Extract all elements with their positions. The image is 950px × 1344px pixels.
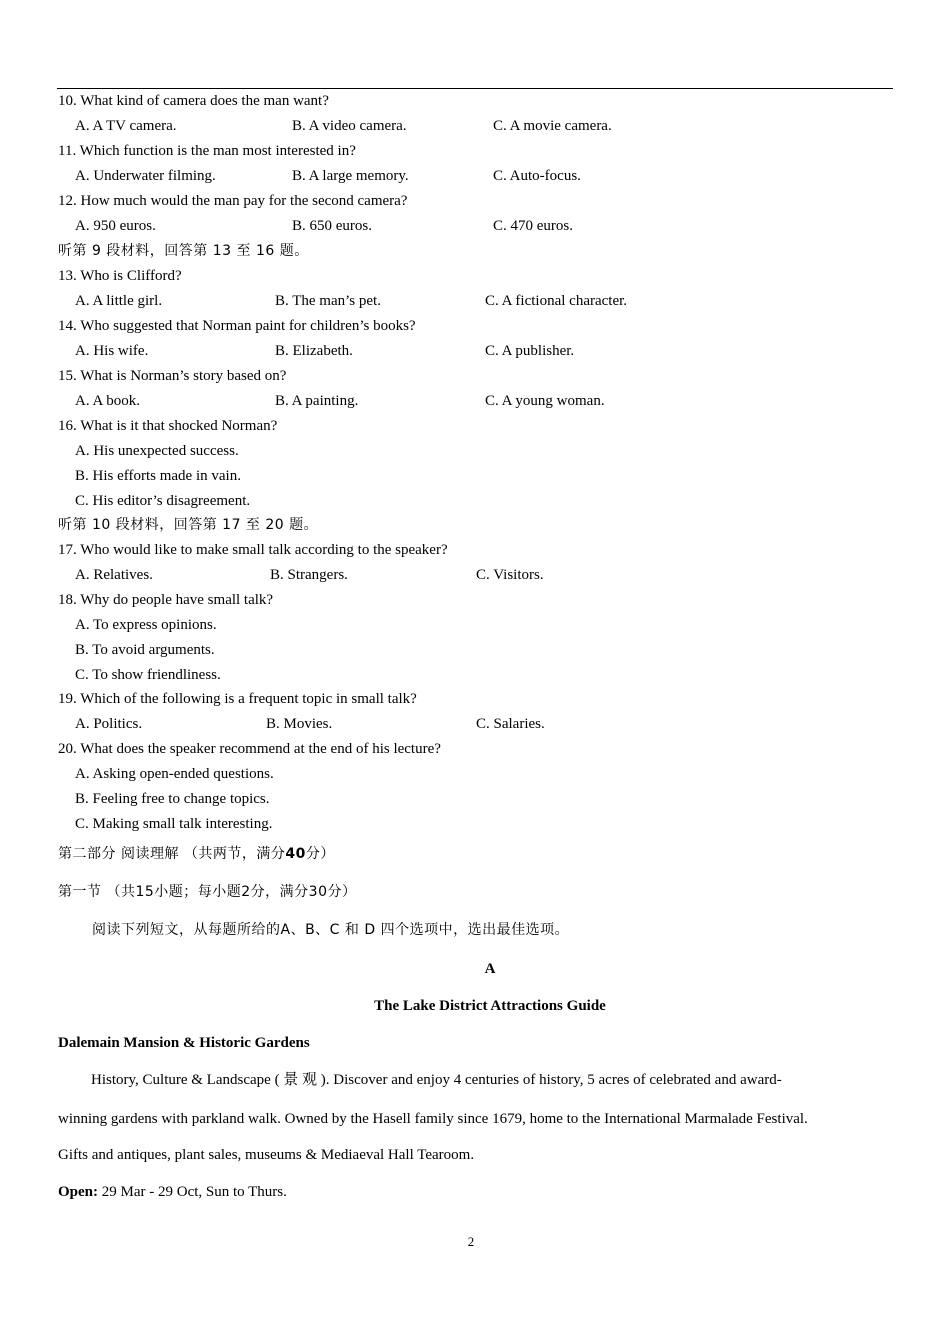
question-16: 16. What is it that shocked Norman? bbox=[58, 418, 278, 434]
part-2-title-post: 分） bbox=[305, 846, 335, 862]
body-line-3: Gifts and antiques, plant sales, museums & Mediaeval Hall Tearoom. bbox=[58, 1147, 475, 1163]
open-label: Open: bbox=[58, 1184, 99, 1200]
part-2-title-score: 40 bbox=[285, 846, 306, 862]
q14-option-c: C. A publisher. bbox=[485, 343, 575, 359]
q12-option-c: C. 470 euros. bbox=[493, 218, 573, 234]
q13-option-c: C. A fictional character. bbox=[485, 293, 628, 309]
question-18: 18. Why do people have small talk? bbox=[58, 592, 274, 608]
q12-option-b: B. 650 euros. bbox=[292, 218, 372, 234]
passage-letter: A bbox=[484, 961, 496, 977]
q14-option-a: A. His wife. bbox=[75, 343, 149, 359]
page-number: 2 bbox=[467, 1234, 475, 1249]
q19-option-a: A. Politics. bbox=[75, 716, 143, 732]
passage-10-instruction: 听第 10 段材料，回答第 17 至 20 题。 bbox=[58, 517, 319, 533]
q17-option-c: C. Visitors. bbox=[476, 567, 544, 583]
q11-option-c: C. Auto-focus. bbox=[493, 168, 581, 184]
q16-option-b: B. His efforts made in vain. bbox=[75, 468, 241, 484]
part-2-title-pre: 第二部分 阅读理解 （共两节，满分 bbox=[58, 846, 286, 862]
q14-option-b: B. Elizabeth. bbox=[275, 343, 353, 359]
q10-option-b: B. A video camera. bbox=[292, 118, 407, 134]
q16-option-a: A. His unexpected success. bbox=[75, 443, 239, 459]
body-line-1: History, Culture & Landscape ( 景 观 ). Discover and enjoy 4 centuries of history, 5 acres of celebrated and award- bbox=[91, 1072, 782, 1088]
q10-option-c: C. A movie camera. bbox=[493, 118, 612, 134]
question-15: 15. What is Norman’s story based on? bbox=[58, 368, 287, 384]
passage-title: The Lake District Attractions Guide bbox=[374, 998, 606, 1014]
q11-option-a: A. Underwater filming. bbox=[75, 168, 216, 184]
q15-option-c: C. A young woman. bbox=[485, 393, 605, 409]
question-11: 11. Which function is the man most interested in? bbox=[58, 143, 356, 159]
body-line-2: winning gardens with parkland walk. Owned by the Hasell family since 1679, home to the International Marmalade Festival. bbox=[58, 1111, 808, 1127]
question-13: 13. Who is Clifford? bbox=[58, 268, 182, 284]
open-value: 29 Mar - 29 Oct, Sun to Thurs. bbox=[98, 1184, 287, 1200]
q20-option-c: C. Making small talk interesting. bbox=[75, 816, 273, 832]
question-20: 20. What does the speaker recommend at the end of his lecture? bbox=[58, 741, 441, 757]
part-2-title bbox=[58, 845, 335, 863]
q11-option-b: B. A large memory. bbox=[292, 168, 409, 184]
attraction-title: Dalemain Mansion & Historic Gardens bbox=[58, 1035, 310, 1051]
section-1-title: 第一节 （共15小题；每小题2分，满分30分） bbox=[58, 884, 357, 900]
q15-option-b: B. A painting. bbox=[275, 393, 359, 409]
question-19: 19. Which of the following is a frequent topic in small talk? bbox=[58, 691, 417, 707]
q13-option-a: A. A little girl. bbox=[75, 293, 163, 309]
q20-option-b: B. Feeling free to change topics. bbox=[75, 791, 270, 807]
question-17: 17. Who would like to make small talk according to the speaker? bbox=[58, 542, 448, 558]
q13-option-b: B. The man’s pet. bbox=[275, 293, 381, 309]
q17-option-b: B. Strangers. bbox=[270, 567, 348, 583]
q18-option-b: B. To avoid arguments. bbox=[75, 642, 215, 658]
q12-option-a: A. 950 euros. bbox=[75, 218, 156, 234]
question-12: 12. How much would the man pay for the second camera? bbox=[58, 193, 408, 209]
question-14: 14. Who suggested that Norman paint for children’s books? bbox=[58, 318, 416, 334]
q19-option-c: C. Salaries. bbox=[476, 716, 545, 732]
passage-9-instruction: 听第 9 段材料，回答第 13 至 16 题。 bbox=[58, 243, 309, 259]
q15-option-a: A. A book. bbox=[75, 393, 141, 409]
question-10: 10. What kind of camera does the man want? bbox=[58, 93, 329, 109]
q17-option-a: A. Relatives. bbox=[75, 567, 153, 583]
reading-instruction: 阅读下列短文，从每题所给的A、B、C 和 D 四个选项中，选出最佳选项。 bbox=[92, 922, 570, 938]
q10-option-a: A. A TV camera. bbox=[75, 118, 177, 134]
opening-hours bbox=[58, 1183, 287, 1201]
q18-option-c: C. To show friendliness. bbox=[75, 667, 221, 683]
q20-option-a: A. Asking open-ended questions. bbox=[75, 766, 274, 782]
q19-option-b: B. Movies. bbox=[266, 716, 333, 732]
q18-option-a: A. To express opinions. bbox=[75, 617, 217, 633]
header-rule bbox=[57, 88, 893, 89]
q16-option-c: C. His editor’s disagreement. bbox=[75, 493, 251, 509]
